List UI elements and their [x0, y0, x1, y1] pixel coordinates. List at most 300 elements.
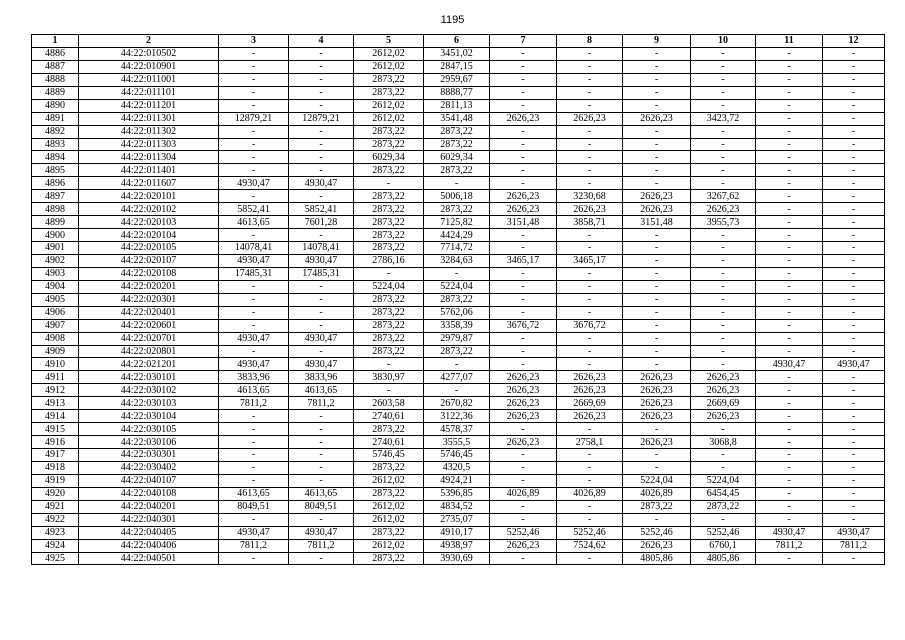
table-cell: -	[623, 358, 691, 371]
table-cell: -	[756, 552, 823, 565]
table-cell: -	[557, 86, 623, 99]
table-cell: 2873,22	[354, 293, 424, 306]
table-cell: 5746,45	[354, 449, 424, 462]
table-cell: 4892	[32, 125, 79, 138]
table-cell: -	[823, 254, 885, 267]
table-cell: 44:22:030301	[79, 449, 219, 462]
table-cell: 7811,2	[756, 539, 823, 552]
table-cell: -	[424, 267, 490, 280]
table-cell: 2873,22	[354, 216, 424, 229]
table-cell: 7811,2	[219, 397, 289, 410]
table-cell: -	[823, 513, 885, 526]
table-cell: -	[823, 319, 885, 332]
table-cell: 2873,22	[354, 203, 424, 216]
table-cell: 4887	[32, 60, 79, 73]
table-cell: -	[623, 73, 691, 86]
table-cell: -	[289, 60, 354, 73]
table-cell: 3451,02	[424, 47, 490, 60]
table-cell: -	[557, 73, 623, 86]
table-cell: -	[691, 47, 756, 60]
table-cell: 4930,47	[823, 526, 885, 539]
table-cell: 2669,69	[557, 397, 623, 410]
table-cell: 12879,21	[219, 112, 289, 125]
table-cell: -	[823, 345, 885, 358]
table-cell: -	[557, 60, 623, 73]
table-cell: 2626,23	[557, 384, 623, 397]
table-cell: 2873,22	[424, 125, 490, 138]
table-cell: -	[823, 138, 885, 151]
table-cell: 4930,47	[289, 526, 354, 539]
table-cell: -	[691, 242, 756, 255]
table-cell: 2873,22	[354, 242, 424, 255]
table-cell: -	[490, 423, 557, 436]
table-cell: -	[289, 319, 354, 332]
table-row	[32, 345, 885, 358]
table-cell: -	[823, 112, 885, 125]
table-cell: -	[557, 47, 623, 60]
table-cell: 2873,22	[354, 319, 424, 332]
table-cell: -	[691, 151, 756, 164]
table-cell: 44:22:010901	[79, 60, 219, 73]
table-cell: -	[691, 86, 756, 99]
table-cell: -	[557, 358, 623, 371]
table-cell: -	[756, 267, 823, 280]
table-cell: 2626,23	[623, 190, 691, 203]
table-cell: -	[823, 229, 885, 242]
table-cell: 44:22:011201	[79, 99, 219, 112]
table-cell: -	[823, 332, 885, 345]
table-cell: -	[756, 86, 823, 99]
table-cell: -	[823, 125, 885, 138]
header-row	[32, 35, 885, 48]
table-cell: 6760,1	[691, 539, 756, 552]
table-cell: -	[756, 190, 823, 203]
table-cell: -	[424, 177, 490, 190]
table-cell: 2612,02	[354, 474, 424, 487]
table-cell: -	[289, 99, 354, 112]
table-row	[32, 461, 885, 474]
table-cell: -	[490, 306, 557, 319]
table-cell: 2847,15	[424, 60, 490, 73]
column-header: 10	[691, 35, 756, 48]
table-row	[32, 190, 885, 203]
table-cell: 44:22:011001	[79, 73, 219, 86]
table-cell: 2740,61	[354, 436, 424, 449]
table-row	[32, 73, 885, 86]
table-cell: 5224,04	[354, 280, 424, 293]
table-cell: -	[557, 164, 623, 177]
table-cell: 2626,23	[691, 371, 756, 384]
table-cell: -	[623, 254, 691, 267]
table-cell: -	[557, 125, 623, 138]
table-row	[32, 371, 885, 384]
table-cell: -	[490, 461, 557, 474]
table-cell: -	[490, 280, 557, 293]
table-cell: -	[691, 125, 756, 138]
table-cell: -	[354, 358, 424, 371]
table-cell: -	[289, 293, 354, 306]
table-cell: -	[219, 449, 289, 462]
table-cell: 2626,23	[490, 397, 557, 410]
table-cell: 44:22:020401	[79, 306, 219, 319]
table-cell: 44:22:020601	[79, 319, 219, 332]
table-cell: 5252,46	[557, 526, 623, 539]
table-cell: -	[557, 345, 623, 358]
table-cell: 4613,65	[289, 487, 354, 500]
table-cell: 2626,23	[691, 410, 756, 423]
table-cell: -	[623, 47, 691, 60]
table-row	[32, 216, 885, 229]
table-cell: 4888	[32, 73, 79, 86]
table-cell: -	[823, 371, 885, 384]
table-cell: 44:22:030106	[79, 436, 219, 449]
table-cell: -	[756, 242, 823, 255]
table-cell: -	[557, 99, 623, 112]
table-cell: 3122,36	[424, 410, 490, 423]
table-cell: -	[691, 345, 756, 358]
table-cell: 2873,22	[354, 190, 424, 203]
table-cell: -	[691, 164, 756, 177]
table-cell: -	[557, 229, 623, 242]
table-cell: -	[424, 358, 490, 371]
table-cell: -	[823, 436, 885, 449]
table-cell: 6454,45	[691, 487, 756, 500]
table-cell: -	[623, 319, 691, 332]
table-cell: 2626,23	[490, 371, 557, 384]
table-cell: -	[289, 47, 354, 60]
table-cell: -	[623, 125, 691, 138]
table-cell: 4891	[32, 112, 79, 125]
table-cell: -	[823, 410, 885, 423]
table-cell: 2626,23	[490, 539, 557, 552]
table-cell: -	[623, 345, 691, 358]
table-cell: 4895	[32, 164, 79, 177]
table-body	[32, 47, 885, 565]
table-cell: 4930,47	[219, 254, 289, 267]
table-cell: 4277,07	[424, 371, 490, 384]
table-cell: -	[691, 358, 756, 371]
table-cell: 4938,97	[424, 539, 490, 552]
table-cell: 2873,22	[354, 332, 424, 345]
table-cell: -	[490, 177, 557, 190]
table-cell: -	[219, 125, 289, 138]
table-cell: 2873,22	[691, 500, 756, 513]
table-cell: 2626,23	[623, 371, 691, 384]
table-cell: -	[756, 229, 823, 242]
table-cell: 5396,85	[424, 487, 490, 500]
table-cell: 2873,22	[354, 164, 424, 177]
table-cell: -	[691, 254, 756, 267]
column-header: 2	[79, 35, 219, 48]
table-cell: -	[557, 423, 623, 436]
table-cell: -	[691, 449, 756, 462]
table-cell: -	[823, 461, 885, 474]
table-cell: -	[219, 229, 289, 242]
table-cell: 4899	[32, 216, 79, 229]
table-cell: -	[756, 487, 823, 500]
table-cell: 2612,02	[354, 99, 424, 112]
table-cell: -	[623, 164, 691, 177]
table-row	[32, 526, 885, 539]
table-cell: -	[219, 436, 289, 449]
table-cell: 44:22:020701	[79, 332, 219, 345]
table-cell: 4890	[32, 99, 79, 112]
table-cell: 6029,34	[424, 151, 490, 164]
table-cell: -	[490, 138, 557, 151]
table-cell: -	[823, 384, 885, 397]
table-cell: 4930,47	[289, 254, 354, 267]
table-cell: 4901	[32, 242, 79, 255]
table-cell: -	[823, 190, 885, 203]
table-cell: -	[354, 177, 424, 190]
table-cell: 2873,22	[354, 86, 424, 99]
table-row	[32, 254, 885, 267]
table-cell: -	[557, 242, 623, 255]
table-cell: -	[756, 423, 823, 436]
table-cell: 17485,31	[289, 267, 354, 280]
table-cell: 2612,02	[354, 500, 424, 513]
table-cell: 2670,82	[424, 397, 490, 410]
table-cell: 4916	[32, 436, 79, 449]
table-cell: 44:22:010502	[79, 47, 219, 60]
table-row	[32, 138, 885, 151]
table-cell: -	[756, 332, 823, 345]
table-cell: -	[219, 73, 289, 86]
table-cell: 44:22:020201	[79, 280, 219, 293]
table-cell: -	[424, 384, 490, 397]
table-cell: 3423,72	[691, 112, 756, 125]
table-cell: -	[289, 280, 354, 293]
table-cell: -	[691, 177, 756, 190]
table-cell: 2873,22	[354, 423, 424, 436]
table-row	[32, 306, 885, 319]
table-cell: -	[289, 190, 354, 203]
table-cell: 3858,71	[557, 216, 623, 229]
table-cell: -	[623, 99, 691, 112]
table-cell: -	[490, 267, 557, 280]
table-cell: -	[623, 267, 691, 280]
table-cell: -	[823, 203, 885, 216]
table-cell: -	[823, 60, 885, 73]
table-cell: 2626,23	[557, 410, 623, 423]
table-cell: 7811,2	[219, 539, 289, 552]
table-cell: -	[354, 384, 424, 397]
table-cell: -	[756, 73, 823, 86]
table-cell: -	[823, 99, 885, 112]
table-cell: -	[756, 151, 823, 164]
table-cell: 4925	[32, 552, 79, 565]
table-row	[32, 60, 885, 73]
table-cell: 3151,48	[623, 216, 691, 229]
table-cell: -	[823, 73, 885, 86]
table-row	[32, 229, 885, 242]
table-cell: 4613,65	[219, 384, 289, 397]
table-cell: -	[219, 306, 289, 319]
table-cell: -	[490, 500, 557, 513]
table-row	[32, 513, 885, 526]
table-row	[32, 410, 885, 423]
table-cell: -	[490, 73, 557, 86]
table-cell: 44:22:020101	[79, 190, 219, 203]
table-cell: -	[823, 242, 885, 255]
table-cell: -	[691, 60, 756, 73]
table-cell: -	[289, 125, 354, 138]
table-cell: 4889	[32, 86, 79, 99]
table-cell: 44:22:021201	[79, 358, 219, 371]
table-cell: 5852,41	[289, 203, 354, 216]
table-cell: 4924	[32, 539, 79, 552]
table-cell: 44:22:020107	[79, 254, 219, 267]
table-cell: -	[219, 138, 289, 151]
table-cell: 44:22:030104	[79, 410, 219, 423]
table-cell: 3955,73	[691, 216, 756, 229]
table-cell: -	[623, 86, 691, 99]
table-row	[32, 86, 885, 99]
column-header: 12	[823, 35, 885, 48]
table-cell: 4930,47	[289, 332, 354, 345]
table-cell: -	[756, 60, 823, 73]
table-row	[32, 436, 885, 449]
table-cell: -	[823, 293, 885, 306]
table-cell: -	[756, 500, 823, 513]
table-cell: 2873,22	[354, 306, 424, 319]
table-cell: -	[557, 449, 623, 462]
table-cell: -	[490, 513, 557, 526]
table-cell: 44:22:030101	[79, 371, 219, 384]
table-cell: 2626,23	[623, 397, 691, 410]
table-cell: 3230,68	[557, 190, 623, 203]
table-cell: 4930,47	[219, 332, 289, 345]
table-cell: -	[289, 449, 354, 462]
column-header: 5	[354, 35, 424, 48]
table-cell: -	[219, 60, 289, 73]
table-cell: 2626,23	[623, 384, 691, 397]
table-cell: 4904	[32, 280, 79, 293]
table-cell: 3267,62	[691, 190, 756, 203]
table-cell: 17485,31	[219, 267, 289, 280]
table-cell: 7811,2	[289, 539, 354, 552]
table-cell: -	[756, 449, 823, 462]
table-cell: 2959,67	[424, 73, 490, 86]
table-cell: -	[219, 190, 289, 203]
table-row	[32, 280, 885, 293]
table-cell: -	[823, 267, 885, 280]
table-cell: -	[756, 99, 823, 112]
table-cell: 14078,41	[219, 242, 289, 255]
table-cell: -	[490, 99, 557, 112]
table-row	[32, 487, 885, 500]
table-cell: -	[691, 229, 756, 242]
table-cell: 3676,72	[557, 319, 623, 332]
table-cell: 44:22:020801	[79, 345, 219, 358]
column-header: 8	[557, 35, 623, 48]
table-cell: 3465,17	[557, 254, 623, 267]
table-cell: 44:22:020104	[79, 229, 219, 242]
table-cell: 2669,69	[691, 397, 756, 410]
table-cell: 44:22:020102	[79, 203, 219, 216]
table-cell: -	[623, 293, 691, 306]
table-cell: -	[623, 423, 691, 436]
table-cell: 2626,23	[557, 371, 623, 384]
data-table	[31, 34, 885, 565]
table-cell: 2873,22	[354, 125, 424, 138]
table-cell: 2626,23	[623, 436, 691, 449]
table-cell: 4026,89	[490, 487, 557, 500]
table-cell: 7811,2	[289, 397, 354, 410]
table-row	[32, 500, 885, 513]
table-cell: 44:22:040301	[79, 513, 219, 526]
table-cell: -	[289, 164, 354, 177]
table-cell: 4924,21	[424, 474, 490, 487]
table-cell: -	[289, 151, 354, 164]
column-header: 3	[219, 35, 289, 48]
table-cell: -	[691, 73, 756, 86]
table-cell: 2873,22	[424, 164, 490, 177]
table-cell: -	[219, 461, 289, 474]
table-cell: -	[823, 280, 885, 293]
table-cell: -	[691, 99, 756, 112]
table-cell: 44:22:011301	[79, 112, 219, 125]
table-cell: -	[289, 138, 354, 151]
column-header: 6	[424, 35, 490, 48]
table-cell: -	[823, 306, 885, 319]
table-cell: 5224,04	[691, 474, 756, 487]
table-row	[32, 267, 885, 280]
table-cell: 4930,47	[289, 358, 354, 371]
table-cell: -	[490, 47, 557, 60]
table-cell: -	[490, 293, 557, 306]
table-cell: 2626,23	[623, 539, 691, 552]
table-row	[32, 125, 885, 138]
table-cell: -	[623, 138, 691, 151]
table-cell: 3830,97	[354, 371, 424, 384]
table-cell: -	[289, 306, 354, 319]
table-cell: -	[219, 319, 289, 332]
table-cell: 44:22:030103	[79, 397, 219, 410]
table-cell: 5006,18	[424, 190, 490, 203]
table-cell: -	[756, 293, 823, 306]
table-cell: -	[756, 138, 823, 151]
table-cell: 2626,23	[557, 203, 623, 216]
table-cell: 5224,04	[623, 474, 691, 487]
table-cell: 4424,29	[424, 229, 490, 242]
table-cell: 8049,51	[289, 500, 354, 513]
table-cell: 2873,22	[424, 345, 490, 358]
table-cell: 5224,04	[424, 280, 490, 293]
table-cell: -	[691, 293, 756, 306]
table-cell: -	[557, 552, 623, 565]
column-header: 7	[490, 35, 557, 48]
table-cell: -	[557, 332, 623, 345]
table-cell: 4930,47	[219, 177, 289, 190]
table-cell: -	[490, 60, 557, 73]
table-cell: -	[756, 280, 823, 293]
table-cell: 7714,72	[424, 242, 490, 255]
table-cell: 2626,23	[623, 203, 691, 216]
table-cell: -	[557, 138, 623, 151]
table-row	[32, 99, 885, 112]
table-row	[32, 47, 885, 60]
table-cell: 3068,8	[691, 436, 756, 449]
table-cell: 4915	[32, 423, 79, 436]
table-cell: 4923	[32, 526, 79, 539]
table-cell: -	[756, 345, 823, 358]
table-cell: 4930,47	[289, 177, 354, 190]
table-cell: 4910,17	[424, 526, 490, 539]
table-cell: 3284,63	[424, 254, 490, 267]
table-cell: -	[557, 267, 623, 280]
table-cell: 44:22:011101	[79, 86, 219, 99]
